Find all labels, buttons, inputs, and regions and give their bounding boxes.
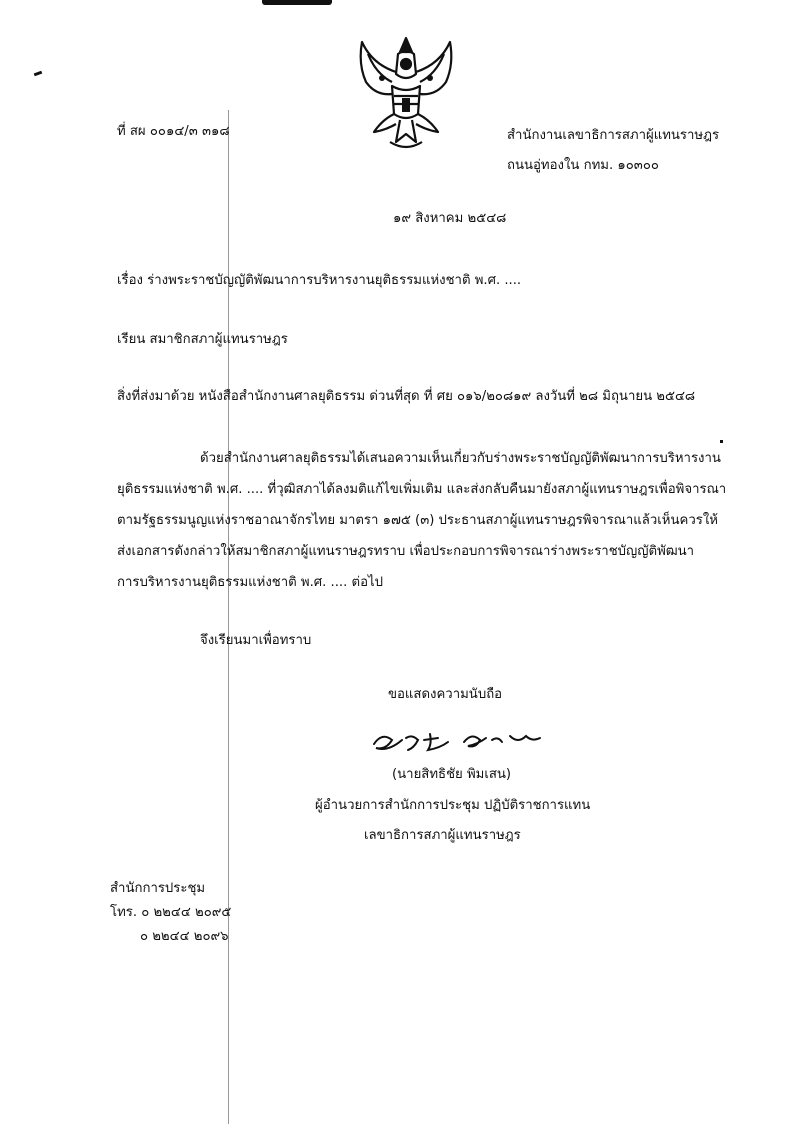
handwritten-signature [368, 722, 548, 760]
body-line: ตามรัฐธรรมนูญแห่งราชอาณาจักรไทย มาตรา ๑๗๕ (๓) ประธานสภาผู้แทนราษฎรพิจารณาแล้วเห็นควรให้ [117, 513, 718, 528]
scan-speck [720, 440, 723, 443]
body-line: ส่งเอกสารดังกล่าวให้สมาชิกสภาผู้แทนราษฎรทราบ เพื่อประกอบการพิจารณาร่างพระราชบัญญัติพัฒนา [117, 544, 695, 559]
contact-phone: ๐ ๒๒๔๔ ๒๐๙๖ [140, 929, 229, 944]
scan-speck [34, 71, 43, 77]
signer-title: เลขาธิการสภาผู้แทนราษฎร [364, 828, 521, 843]
salutation-line: เรียน สมาชิกสภาผู้แทนราษฎร [117, 332, 288, 347]
body-line: ยุติธรรมแห่งชาติ พ.ศ. .... ที่วุฒิสภาได้ลงมติแก้ไขเพิ่มเติม และส่งกลับคืนมายังสภาผู้แทนราษฎรเพื่อพิจารณา [117, 482, 727, 497]
complimentary-close: ขอแสดงความนับถือ [388, 687, 503, 702]
subject-line: เรื่อง ร่างพระราชบัญญัติพัฒนาการบริหารงานยุติธรรมแห่งชาติ พ.ศ. .... [117, 273, 522, 288]
body-line: ด้วยสำนักงานศาลยุติธรรมได้เสนอความเห็นเกี่ยวกับร่างพระราชบัญญัติพัฒนาการบริหารงาน [200, 451, 721, 466]
closing-request: จึงเรียนมาเพื่อทราบ [200, 633, 312, 648]
office-name: สำนักงานเลขาธิการสภาผู้แทนราษฎร [507, 128, 720, 143]
enclosure-line: สิ่งที่ส่งมาด้วย หนังสือสำนักงานศาลยุติธรรม ด่วนที่สุด ที่ ศย ๐๑๖/๒๐๘๑๙ ลงวันที่ ๒๘ มิถุนายน ๒๕๔๘ [117, 389, 696, 404]
garuda-emblem [352, 34, 460, 152]
signer-title: ผู้อำนวยการสำนักการประชุม ปฏิบัติราชการแทน [315, 798, 591, 813]
contact-phone: โทร. ๐ ๒๒๔๔ ๒๐๙๕ [110, 905, 232, 920]
reference-number: ที่ สผ ๐๐๑๔/๓ ๓๑๘ [117, 124, 230, 139]
contact-department: สำนักการประชุม [110, 881, 206, 896]
scan-top-mark [262, 0, 332, 5]
scan-fold-line [228, 110, 229, 1124]
body-line: การบริหารงานยุติธรรมแห่งชาติ พ.ศ. .... ต่อไป [117, 575, 383, 590]
signer-name: (นายสิทธิชัย พิมเสน) [392, 767, 512, 782]
office-address: ถนนอู่ทองใน กทม. ๑๐๓๐๐ [507, 158, 659, 173]
letter-date: ๑๙ สิงหาคม ๒๕๔๘ [393, 211, 507, 226]
